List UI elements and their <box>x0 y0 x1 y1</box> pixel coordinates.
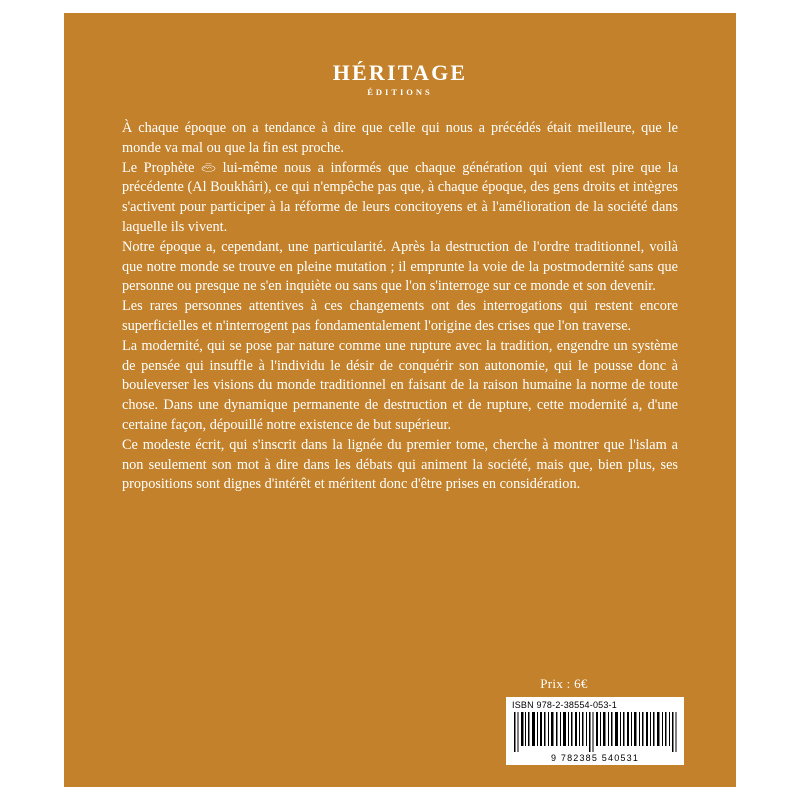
book-back-cover <box>64 13 736 787</box>
cover-footer <box>444 676 684 765</box>
back-cover-text <box>116 119 684 495</box>
paragraph-1: À chaque époque on a tendance à dire que celle qui nous a précédés était meilleure, que le monde va mal ou que la fin est proche. <box>122 120 678 156</box>
barcode-digits: 9 782385 540531 <box>550 753 640 763</box>
paragraph-3: Notre époque a, cependant, une particularité. Après la destruction de l'ordre traditionnel, voilà que notre monde se trouve en pleine mutation ; il emprunte la voie de la postmodernité sans que personne ou presque ne s'en inquiète ou sans que l'on s'interroge sur ce monde et son devenir. <box>122 238 678 295</box>
paragraph-2-part-a: Le Prophète <box>122 159 202 176</box>
paragraph-2-part-b: lui-même nous a informés que chaque génération qui vient est pire que la précédente (Al Boukhâri), ce qui n'empêche pas que, à chaque époque, des gens droits et intègres s'activent pour participer à la réforme de leurs concitoyens et à l'amélioration de la société dans laquelle ils vivent. <box>122 159 678 236</box>
publisher-name: HÉRITAGE <box>332 60 468 85</box>
paragraph-5: La modernité, qui se pose par nature comme une rupture avec la tradition, engendre un système de pensée qui insuffle à l'individu le désir de conquérir son autonomie, qui le pousse donc à bouleverser les visions du monde traditionnel en faisant de la raison humaine la norme de toute chose. Dans une dynamique permanente de destruction et de rupture, cette modernité a, d'une certaine façon, dépouillé notre existence de but supérieur. <box>122 337 678 434</box>
salla-allahu-alayhi-wa-sallam-icon <box>201 162 216 173</box>
isbn-label: ISBN 978-2-38554-053-1 <box>512 700 617 710</box>
barcode-icon <box>512 712 678 752</box>
barcode-block <box>506 697 684 765</box>
paragraph-2 <box>122 159 678 238</box>
publisher-subtitle: ÉDITIONS <box>367 87 433 98</box>
paragraph-4: Les rares personnes attentives à ces changements ont des interrogations qui restent encore superficielles et n'interrogent pas fondamentalement l'origine des crises que l'on traverse. <box>122 298 678 335</box>
price-label: Prix : 6€ <box>540 676 588 691</box>
publisher-logo <box>116 61 684 97</box>
paragraph-6: Ce modeste écrit, qui s'inscrit dans la lignée du premier tome, cherche à montrer que l'islam a non seulement son mot à dire dans les débats qui animent la société, mais que, bien plus, ses propositions sont dignes d'intérêt et méritent donc d'être prises en considération. <box>122 436 678 493</box>
